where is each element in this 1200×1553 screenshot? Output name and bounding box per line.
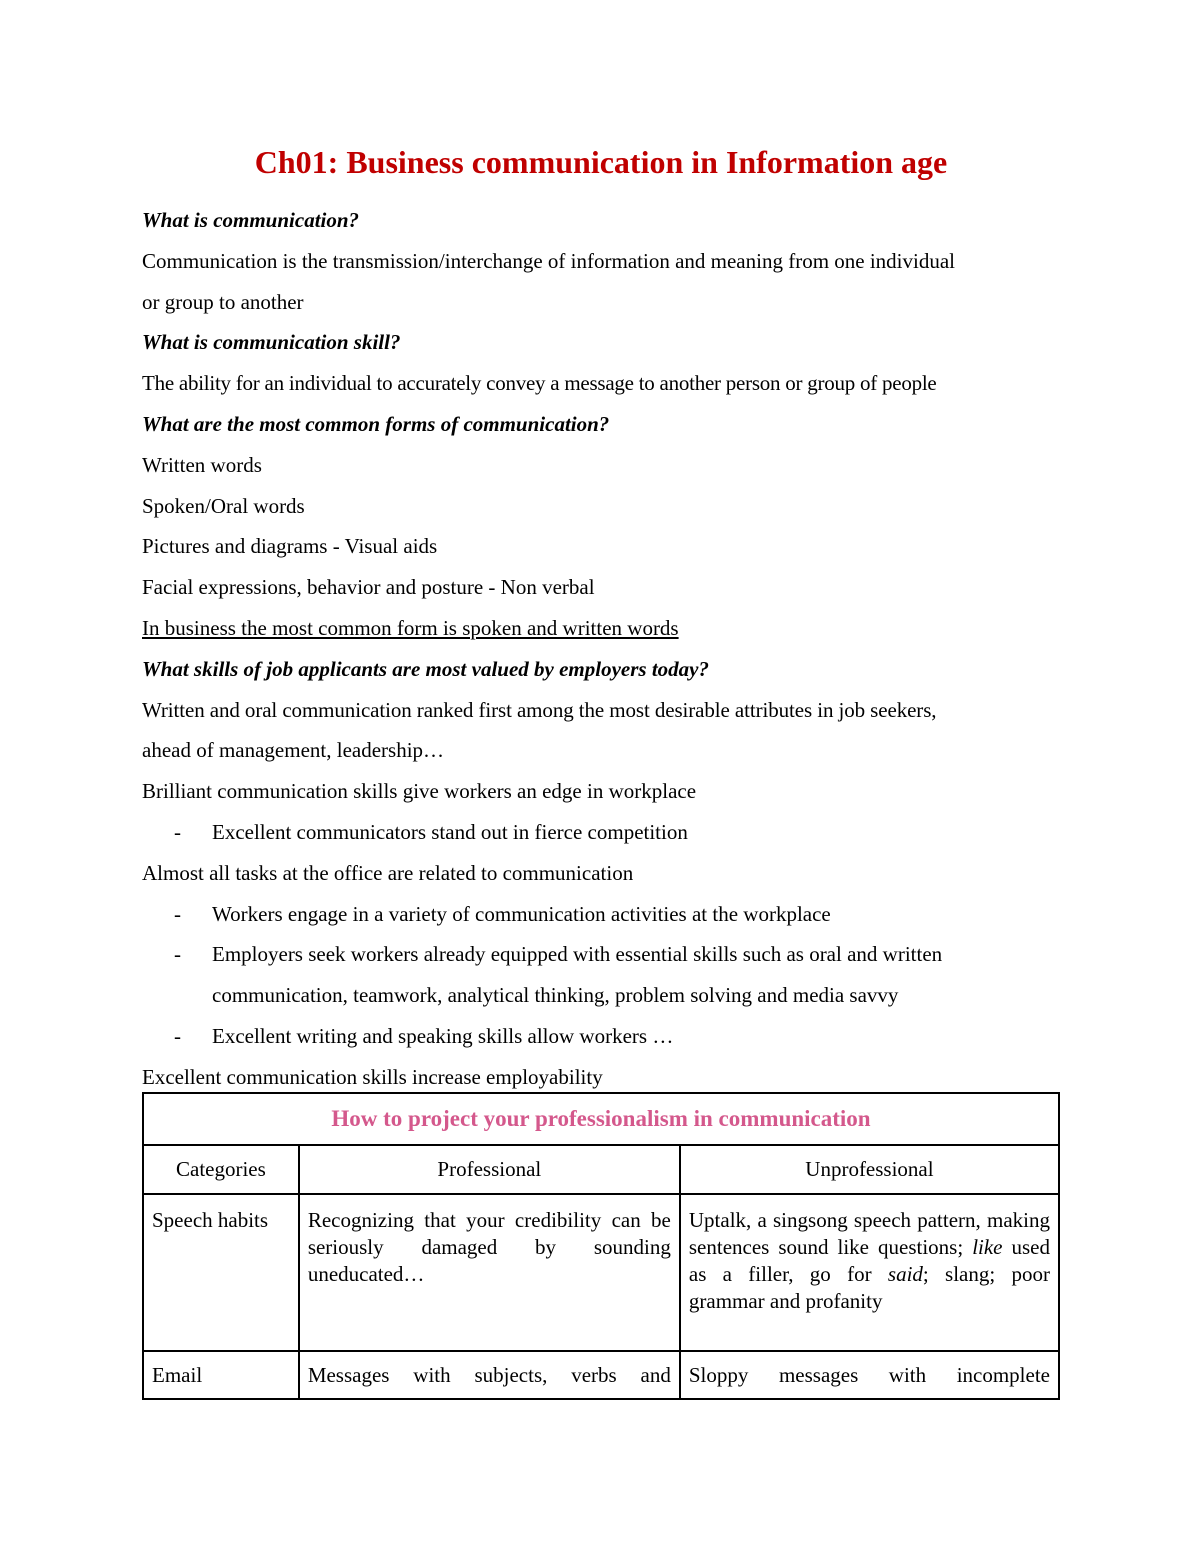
professional-cell: Messages with subjects, verbs and xyxy=(299,1351,680,1399)
cell-text: ; slang; poor grammar and profanity xyxy=(688,1262,1050,1313)
question-common-forms: What are the most common forms of communication? xyxy=(142,411,610,436)
page-title: Ch01: Business communication in Information age xyxy=(254,144,948,180)
answer-line: Written and oral communication ranked first among the most desirable attributes in job seekers, xyxy=(142,697,937,722)
question-communication-skill: What is communication skill? xyxy=(142,330,401,355)
form-item: Spoken/Oral words xyxy=(142,493,305,518)
form-item: Pictures and diagrams - Visual aids xyxy=(142,534,438,559)
column-header-categories: Categories xyxy=(143,1145,299,1194)
bullet-item xyxy=(142,934,1060,975)
bullet-item xyxy=(142,894,1060,935)
category-cell: Speech habits xyxy=(143,1194,299,1351)
question-what-is-communication: What is communication? xyxy=(142,208,360,232)
unprofessional-cell: Sloppy messages with incomplete xyxy=(680,1351,1059,1399)
column-header-professional: Professional xyxy=(299,1145,680,1194)
table-row xyxy=(143,1194,1059,1351)
answer-line: Communication is the transmission/interchange of information and meaning from one individual xyxy=(142,248,956,273)
unprofessional-cell xyxy=(680,1194,1059,1351)
table-heading: How to project your professionalism in communication xyxy=(143,1093,1059,1145)
answer-line: The ability for an individual to accurately convey a message to another person or group of people xyxy=(142,371,937,396)
forms-note: In business the most common form is spoken and written words xyxy=(142,615,679,640)
cell-text-italic: like xyxy=(972,1235,1003,1259)
form-item: Written words xyxy=(142,452,262,477)
bullet-item xyxy=(142,1016,1060,1057)
bullet-dash: - xyxy=(174,1023,181,1048)
bullet-text: Workers engage in a variety of communication activities at the workplace xyxy=(212,901,831,926)
table-row xyxy=(143,1351,1059,1399)
paragraph: Excellent communication skills increase employability xyxy=(142,1064,603,1089)
bullet-item xyxy=(142,812,1060,853)
bullet-text: communication, teamwork, analytical thinking, problem solving and media savvy xyxy=(212,983,899,1008)
question-valued-skills: What skills of job applicants are most valued by employers today? xyxy=(142,656,709,681)
answer-line: ahead of management, leadership… xyxy=(142,738,445,763)
bullet-dash: - xyxy=(174,819,181,844)
professional-cell: Recognizing that your credibility can be seriously damaged by sounding uneducated… xyxy=(299,1194,680,1351)
professionalism-table xyxy=(142,1092,1060,1400)
bullet-continuation xyxy=(142,975,1060,1016)
form-item: Facial expressions, behavior and posture - Non verbal xyxy=(142,575,595,600)
document-page xyxy=(142,138,1060,1098)
bullet-text: Employers seek workers already equipped with essential skills such as oral and written xyxy=(212,942,943,967)
cell-text: Uptalk, a singsong speech pattern, making sentences sound like questions; xyxy=(688,1208,1050,1259)
cell-text-italic: said xyxy=(887,1262,923,1286)
paragraph: Brilliant communication skills give workers an edge in workplace xyxy=(142,779,697,804)
answer-line: or group to another xyxy=(142,289,304,314)
bullet-dash: - xyxy=(174,942,181,967)
column-header-unprofessional: Unprofessional xyxy=(680,1145,1059,1194)
bullet-text: Excellent communicators stand out in fierce competition xyxy=(212,819,688,844)
category-cell: Email xyxy=(143,1351,299,1399)
cell-text: used as a filler, go for xyxy=(688,1235,1050,1286)
paragraph: Almost all tasks at the office are related to communication xyxy=(142,860,634,885)
bullet-text: Excellent writing and speaking skills allow workers … xyxy=(212,1023,674,1048)
table-header-row xyxy=(143,1145,1059,1194)
bullet-dash: - xyxy=(174,901,181,926)
